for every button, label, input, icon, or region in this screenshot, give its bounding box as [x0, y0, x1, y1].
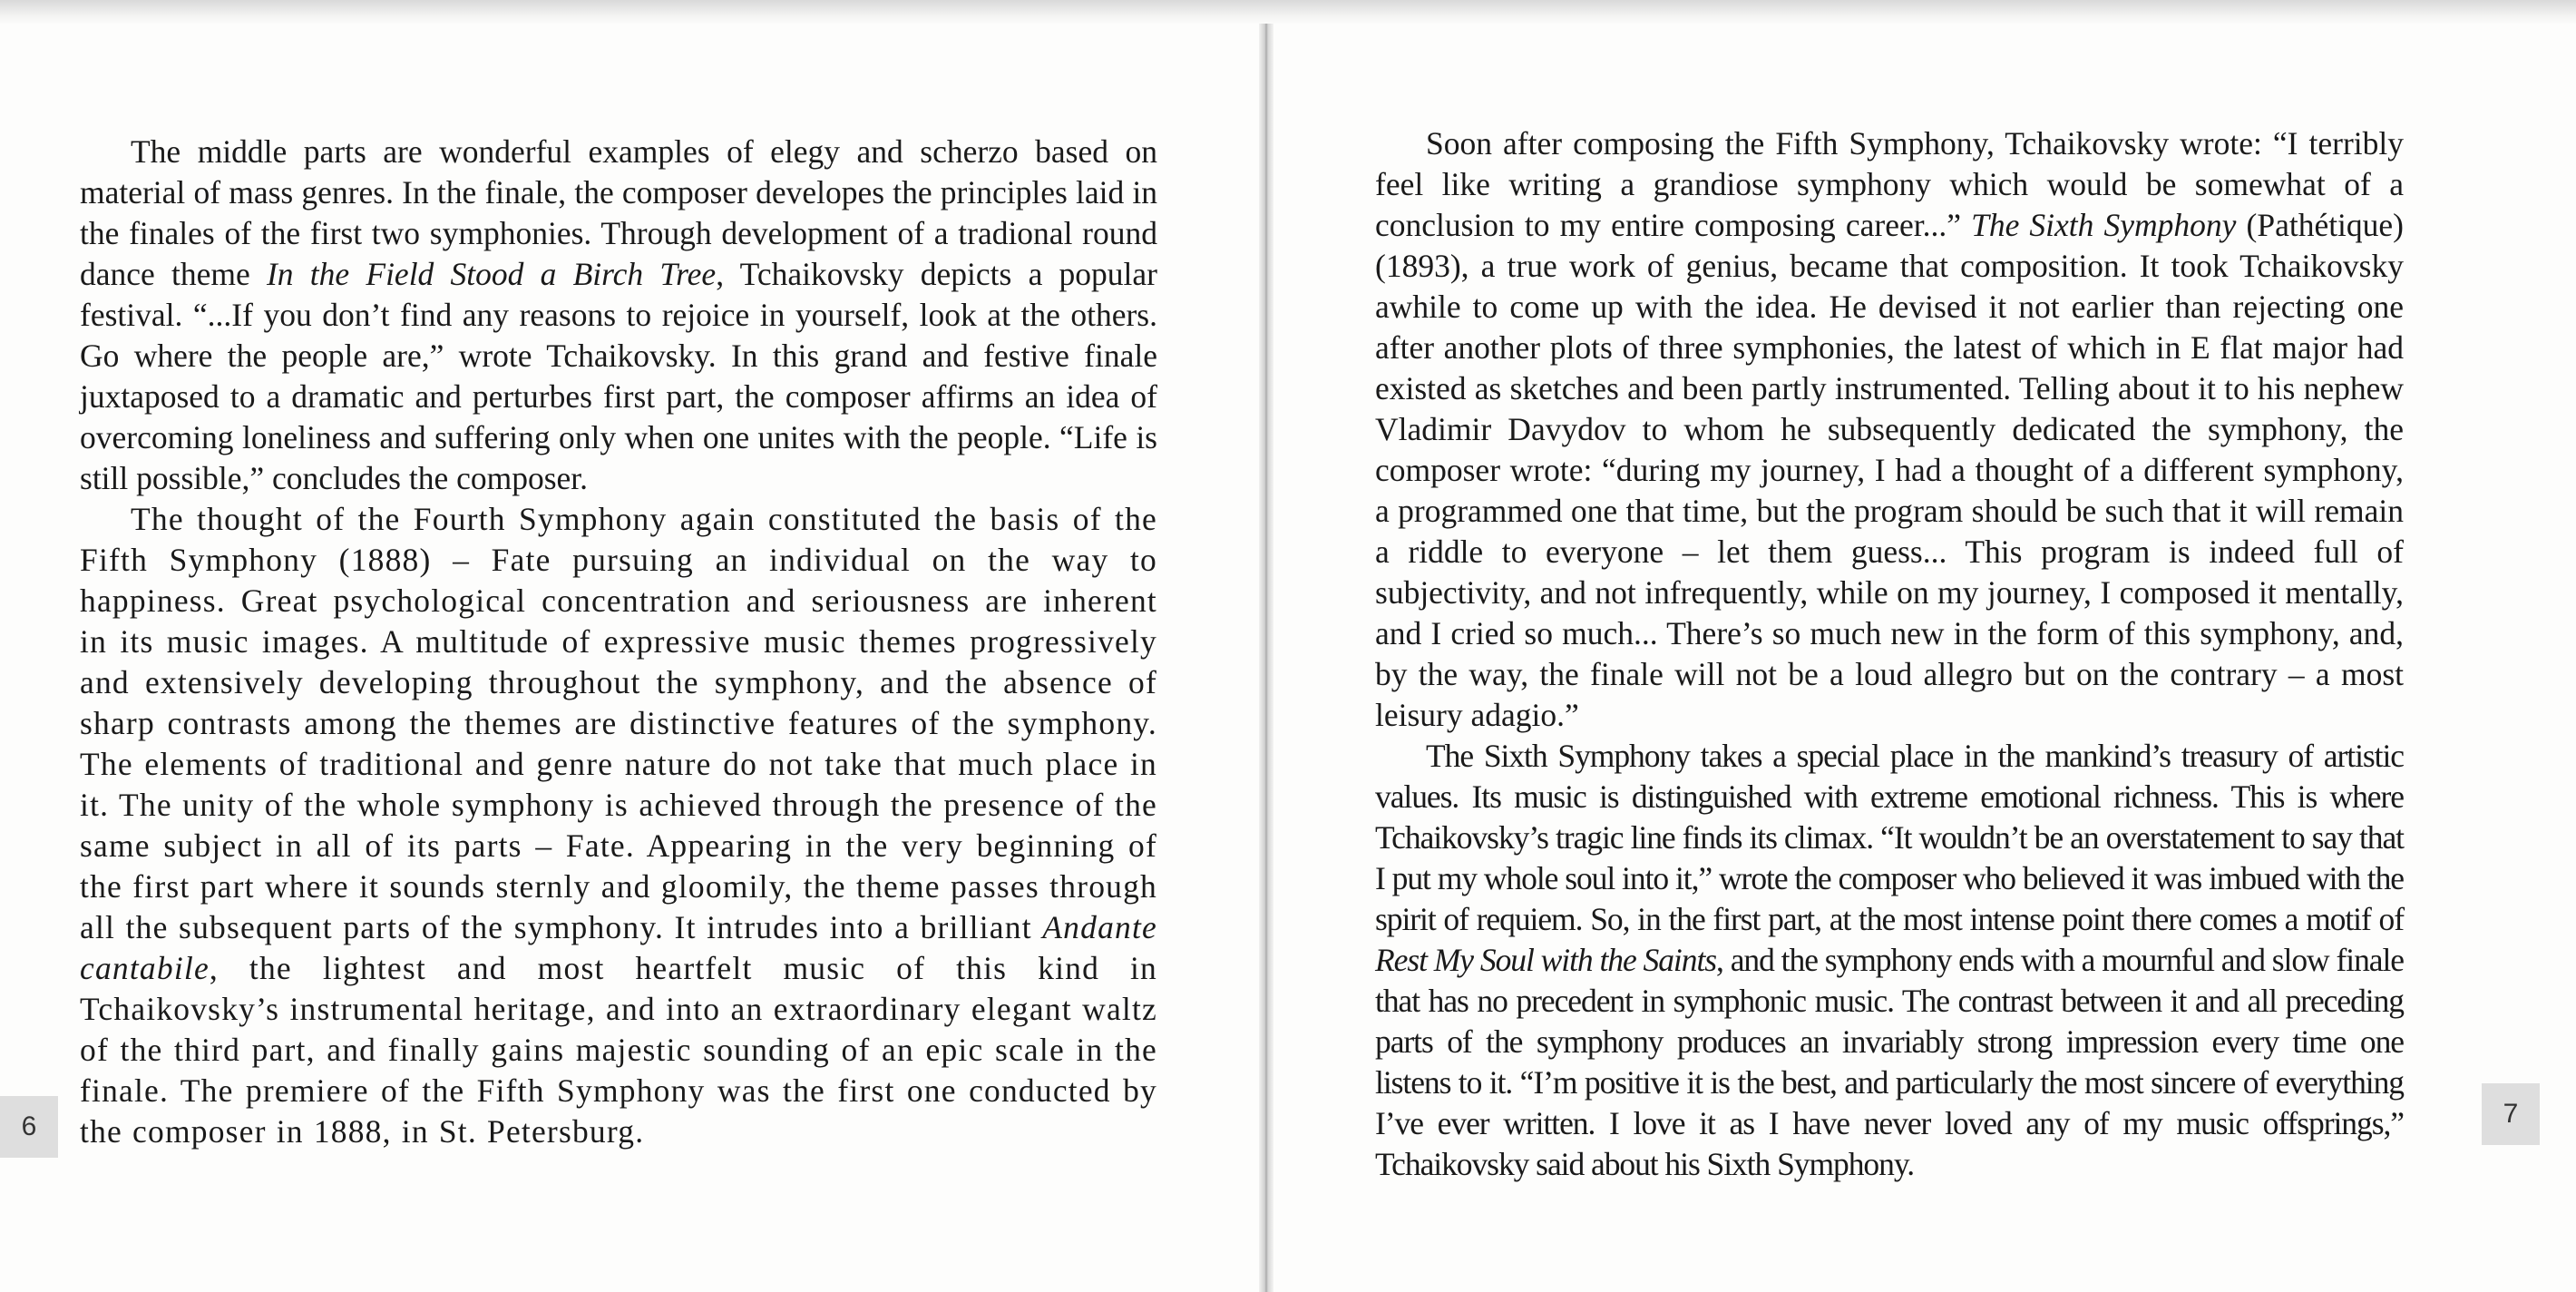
book-gutter [1259, 24, 1273, 1292]
left-paragraph-2: The thought of the Fourth Symphony again constituted the basis of the Fifth Symphony (1888) – Fate pursuing an individual on the way to happiness. Great psychological concentration and seriousness are inherent in its music images. A multitude of expressive music themes progressively and extensively developing throughout the symphony, and the absence of sharp contrasts among the themes are distinctive features of the symphony. The elements of traditional and genre nature do not take that much place in it. The unity of the whole symphony is achieved through the presence of the same subject in all of its parts – Fate. Appearing in the very beginning of the first part where it sounds sternly and gloomily, the theme passes through all the subsequent parts of the symphony. It intrudes into a brilliant Andante cantabile, the lightest and most heartfelt music of this kind in Tchaikovsky’s instrumental heritage, and into an extraordinary elegant waltz of the third part, and finally gains majestic sounding of an epic scale in the finale. The premiere of the Fifth Symphony was the first one conducted by the composer in 1888, in St. Petersburg. [80, 501, 1157, 1150]
left-page-text [80, 132, 1157, 1152]
page-top-edge [0, 0, 2576, 24]
page-number-right: 7 [2482, 1083, 2540, 1145]
right-paragraph-1: Soon after composing the Fifth Symphony, Tchaikovsky wrote: “I terribly feel like writing a grandiose symphony which would be somewhat of a conclusion to my entire composing career...” The Sixth Symphony (Pathétique) (1893), a true work of genius, became that composition. It took Tchaikovsky awhile to come up with the idea. He devised it not earlier than rejecting one after another plots of three symphonies, the latest of which in E flat major had existed as sketches and been partly instrumented. Telling about it to his nephew Vladimir Davydov to whom he subsequently dedicated the symphony, the composer wrote: “during my journey, I had a thought of a different symphony, a programmed one that time, but the program should be such that it will remain a riddle to everyone – let them guess... This program is indeed full of subjectivity, and not infrequently, while on my journey, I composed it mentally, and I cried so much... There’s so much new in the form of this symphony, and, by the way, the finale will not be a loud allegro but on the contrary – a most leisury adagio.” [1375, 125, 2404, 733]
right-paragraph-2: The Sixth Symphony takes a special place in the mankind’s treasury of artistic values. Its music is distinguished with extreme emotional richness. This is where Tchaikovsky’s tragic line finds its climax. “It wouldn’t be an overstatement to say that I put my whole soul into it,” wrote the composer who believed it was imbued with the spirit of requiem. So, in the first part, at the most intense point there comes a motif of Rest My Soul with the Saints, and the symphony ends with a mournful and slow finale that has no precedent in symphonic music. The contrast between it and all preceding parts of the symphony produces an invariably strong impression every time one listens to it. “I’m positive it is the best, and particularly the most sincere of everything I’ve ever written. I love it as I have never loved any of my music offsprings,” Tchaikovsky said about his Sixth Symphony. [1375, 738, 2404, 1182]
left-paragraph-1: The middle parts are wonderful examples of elegy and scherzo based on material of mass genres. In the finale, the composer developes the principles laid in the finales of the first two symphonies. Through development of a tradional round dance theme In the Field Stood a Birch Tree, Tchaikovsky depicts a popular festival. “...If you don’t find any reasons to rejoice in yourself, look at the others. Go where the people are,” wrote Tchaikovsky. In this grand and festive finale juxtaposed to a dramatic and perturbes first part, the composer affirms an idea of overcoming loneliness and suffering only when one unites with the people. “Life is still possible,” concludes the composer. [80, 133, 1157, 496]
italic-title: In the Field Stood a Birch Tree [266, 256, 717, 292]
italic-title: Rest My Soul with the Saints [1375, 942, 1717, 978]
italic-title: The Sixth Symphony [1971, 207, 2237, 243]
page-number-left: 6 [0, 1096, 58, 1158]
right-page-text [1375, 123, 2404, 1185]
italic-title: Andante cantabile [80, 909, 1157, 986]
